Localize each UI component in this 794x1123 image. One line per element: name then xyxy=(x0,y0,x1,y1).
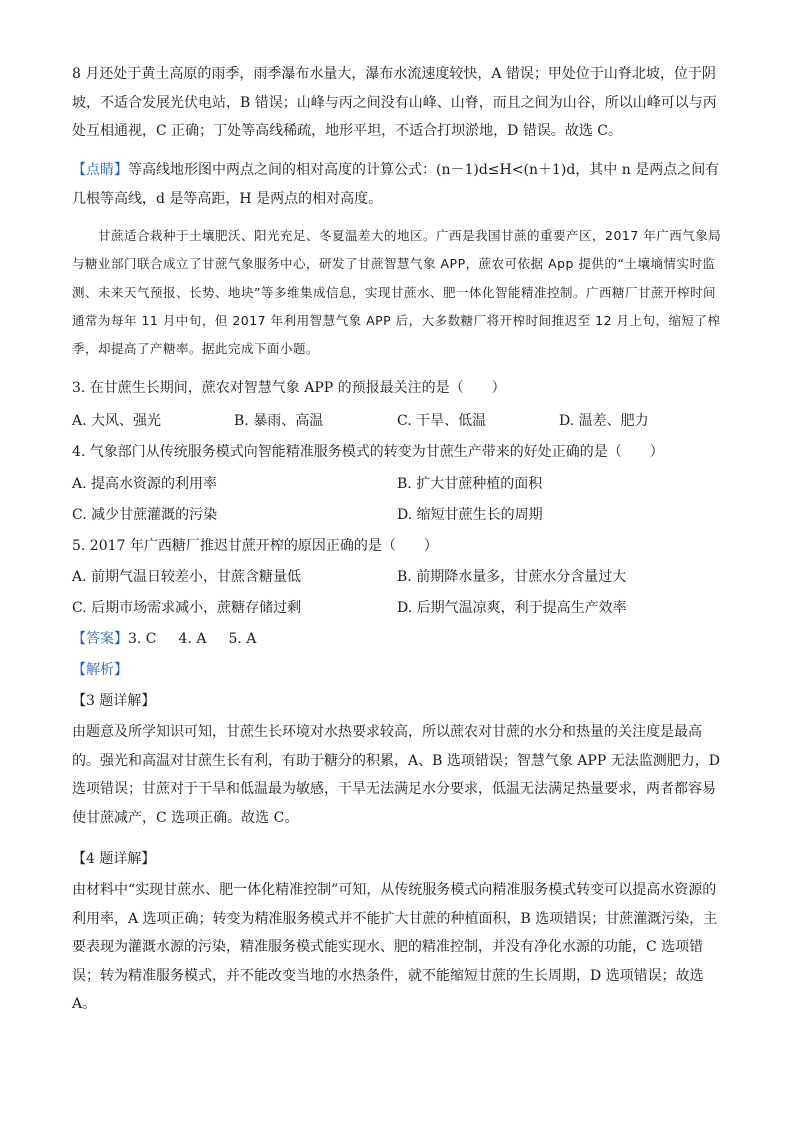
question-4-option-c: C. 减少甘蔗灌溉的污染 xyxy=(72,507,218,523)
question-5-stem: 5. 2017 年广西糖厂推迟甘蔗开榨的原因正确的是（ ） xyxy=(72,538,438,554)
detail-4-text: 由材料中“实现甘蔗水、肥一体化精准控制”可知，从传统服务模式向精准服务模式转变可以提高水资源的利用率，A 选项正确；转变为精准服务模式并不能扩大甘蔗的种植面积，B 选项错误；甘蔗灌溉污染，主要表现为灌溉水源的污染，精准服务模式能实现水、肥的精准控制，并没有净化水源的功能，C 选项错误；转为精准服务模式，并不能改变当地的水热条件，就不能缩短甘蔗的生长周期，D 选项错误；故选 A。 xyxy=(72,882,718,1012)
detail-4-label: 【4 题详解】 xyxy=(72,851,156,867)
question-5-option-b: B. 前期降水量多，甘蔗水分含量过大 xyxy=(397,569,627,585)
question-4-stem: 4. 气象部门从传统服务模式向智能精准服务模式的转变为甘蔗生产带来的好处正确的是（ ） xyxy=(72,444,664,460)
material-text: 甘蔗适合栽种于土壤肥沃、阳光充足、冬夏温差大的地区。广西是我国甘蔗的重要产区，2017 年广西气象局与糖业部门联合成立了甘蔗气象服务中心，研发了甘蔗智慧气象 APP，蔗农可依据 App 提供的“土壤墒情实时监测、未来天气预报、长势、地块”等多维集成信息，实现甘蔗水、肥一体化智能精准控制。广西糖厂甘蔗开榨时间通常为每年 11 月中旬，但 2017 年利用智慧气象 APP 后，大多数糖厂将开榨时间推迟至 12 月上旬，缩短了榨季，却提高了产糖率。据此完成下面小题。 xyxy=(72,228,722,357)
question-3-stem: 3. 在甘蔗生长期间，蔗农对智慧气象 APP 的预报最关注的是（ ） xyxy=(72,380,506,396)
detail-3-label: 【3 题详解】 xyxy=(72,693,156,709)
answer-3: 3. C xyxy=(128,631,157,647)
material-paragraph xyxy=(72,222,722,363)
question-4-option-d: D. 缩短甘蔗生长的周期 xyxy=(397,507,543,523)
answer-5: 5. A xyxy=(228,631,257,647)
tip-text: 等高线地形图中两点之间的相对高度的计算公式：(n－1)d≤H<(n＋1)d，其中 n 是两点之间有几根等高线，d 是等高距，H 是两点的相对高度。 xyxy=(72,162,720,207)
question-5-option-d: D. 后期气温凉爽，利于提高生产效率 xyxy=(397,600,627,616)
question-5-option-c: C. 后期市场需求减小，蔗糖存储过剩 xyxy=(72,600,302,616)
question-4-option-b: B. 扩大甘蔗种植的面积 xyxy=(397,476,543,492)
answer-label: 【答案】 xyxy=(72,631,128,647)
previous-answer-paragraph: 8 月还处于黄土高原的雨季，雨季瀑布水量大，瀑布水流速度较快，A 错误；甲处位于山脊北坡，位于阴坡，不适合发展光伏电站，B 错误；山峰与丙之间没有山峰、山脊，而且之间为山谷，所以山峰可以与丙处互相通视，C 正确；丁处等高线稀疏，地形平坦，不适合打坝淤地，D 错误。故选 C。 xyxy=(72,66,717,139)
answer-line xyxy=(72,629,256,649)
answer-4: 4. A xyxy=(178,631,207,647)
question-4-option-a: A. 提高水资源的利用率 xyxy=(72,476,218,492)
question-3-option-b: B. 暴雨、高温 xyxy=(234,413,324,429)
question-3-option-a: A. 大风、强光 xyxy=(72,413,162,429)
question-5-option-a: A. 前期气温日较差小，甘蔗含糖量低 xyxy=(72,569,302,585)
question-3-option-c: C. 干旱、低温 xyxy=(397,413,487,429)
tip-paragraph xyxy=(72,156,722,213)
question-3-option-d: D. 温差、肥力 xyxy=(559,413,649,429)
analysis-label: 【解析】 xyxy=(72,662,128,678)
tip-label: 【点睛】 xyxy=(72,162,128,178)
detail-3-text: 由题意及所学知识可知，甘蔗生长环境对水热要求较高，所以蔗农对甘蔗的水分和热量的关注度是最高的。强光和高温对甘蔗生长有利，有助于糖分的积累，A、B 选项错误；智慧气象 APP 无法监测肥力，D 选项错误；甘蔗对于干旱和低温最为敏感，干旱无法满足水分要求，低温无法满足热量要求，两者都容易使甘蔗减产，C 选项正确。故选 C。 xyxy=(72,724,720,826)
